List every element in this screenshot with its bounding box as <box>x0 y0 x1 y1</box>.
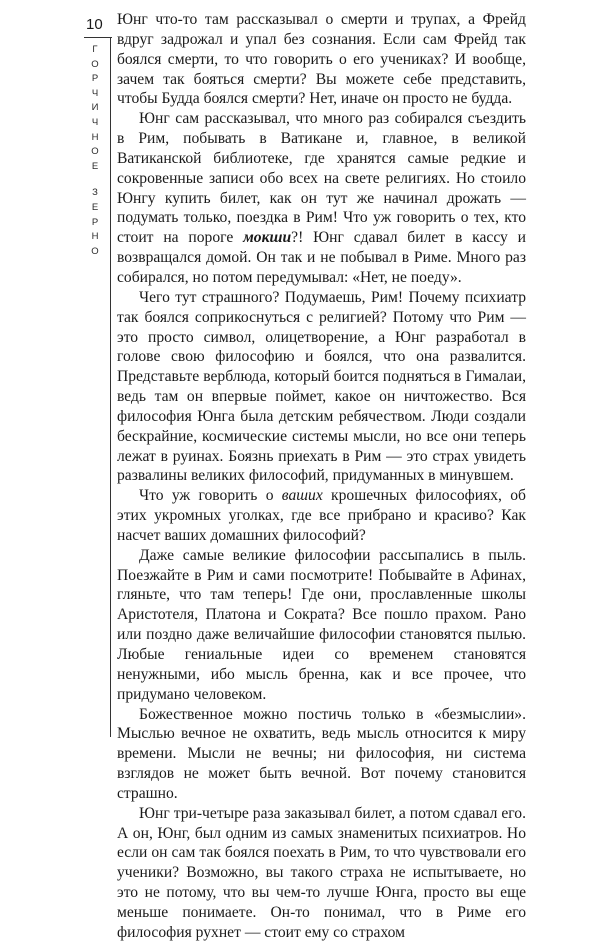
paragraph: Юнг три-четыре раза заказывал билет, а потом сдавал его. А он, Юнг, был одним из самых знаменитых психиатров. Но если он сам так боялся поехать в Рим, то что чувствовали его ученики? Возможно, вы такого страха не испытываете, но это не потому, что вы чем-то лучше Юнга, просто вы еще меньше понимаете. Он-то понимал, что в Риме его философия рухнет — стоит ему со страхом <box>117 804 526 941</box>
paragraph: Юнг сам рассказывал, что много раз собирался съездить в Рим, побывать в Ватикане и, главное, в великой Ватиканской библиотеке, где хранятся самые редкие и сокровенные записи обо всех на свете религиях. Но стоило Юнгу купить билет, как он тут же начинал дрожать — подумать только, поездка в Рим! Что уж говорить о тех, кто стоит на пороге мокши?! Юнг сдавал билет в кассу и возвращался домой. Он так и не побывал в Риме. Много раз собирался, но потом передумывал: «Нет, не поеду». <box>117 110 527 286</box>
running-title-vertical <box>86 43 104 259</box>
running-title-letter: Н <box>91 131 99 143</box>
running-title-letter: Е <box>91 201 99 213</box>
header-rule <box>84 37 112 38</box>
running-title-letter: О <box>91 146 99 158</box>
body-text <box>117 10 526 943</box>
paragraph: Юнг что-то там рассказывал о смерти и трупах, а Фрейд вдруг задрожал и упал без сознания. Если сам Фрейд так боялся смерти, то что говорить о его учениках? И вообще, зачем так бояться смерти? Вы можете себе представить, чтобы Будда боялся смерти? Нет, иначе он просто не будда. <box>117 11 526 108</box>
running-title-gap <box>86 174 104 186</box>
running-title-letter: О <box>91 58 99 70</box>
margin-rule <box>110 37 111 737</box>
running-title-letter: Р <box>91 216 99 228</box>
paragraph: Даже самые великие философии рассыпались в пыль. Поезжайте в Рим и сами посмотрите! Побывайте в Афинах, гляньте, что там теперь! Где они, прославленные школы Аристотеля, Платона и Сократа? Все пошло прахом. Рано или поздно даже величайшие философии становятся пылью. Любые гениальные идеи со временем становятся ненужными, ибо мысль бренна, как и все прочее, что придумано человеком. <box>117 546 526 703</box>
paragraph: Что уж говорить о ваших крошечных философиях, об этих укромных уголках, где все прибрано и красиво? Как насчет ваших домашних философий? <box>117 487 526 544</box>
emphasis: мокши <box>243 229 292 247</box>
running-title-letter: Ч <box>91 87 99 99</box>
paragraph: Чего тут страшного? Подумаешь, Рим! Почему психиатр так боялся соприкоснуться с религией? Потому что Рим — это просто символ, олицетворение, а Юнг разработал в голове свою философию и боялся, что она развалится. Представьте верблюда, который боится подняться в Гималаи, ведь там он впервые поймет, какое он ничтожество. Вся философия Юнга была детским ребячеством. Люди создали бескрайние, космические системы мысли, но все они теперь лежат в руинах. Боязнь приехать в Рим — это страх увидеть развалины великих философий, придуманных в минувшем. <box>117 288 526 485</box>
running-title-letter: Ч <box>91 116 99 128</box>
emphasis: ваших <box>281 487 323 505</box>
page-number: 10 <box>86 16 103 33</box>
running-title-letter: Е <box>91 160 99 172</box>
running-title-letter: Н <box>91 231 99 243</box>
running-title-letter: Г <box>92 44 98 55</box>
running-title-letter: И <box>91 102 99 114</box>
running-title-letter: О <box>91 245 99 257</box>
running-title-letter: Р <box>91 73 99 85</box>
running-title-letter: З <box>92 187 98 199</box>
paragraph: Божественное можно постичь только в «безмыслии». Мыслью вечное не охватить, ведь мысль относится к миру времени. Мысли не вечны; ни философия, ни система взглядов не может быть вечной. Вот почему становится страшно. <box>117 705 526 802</box>
